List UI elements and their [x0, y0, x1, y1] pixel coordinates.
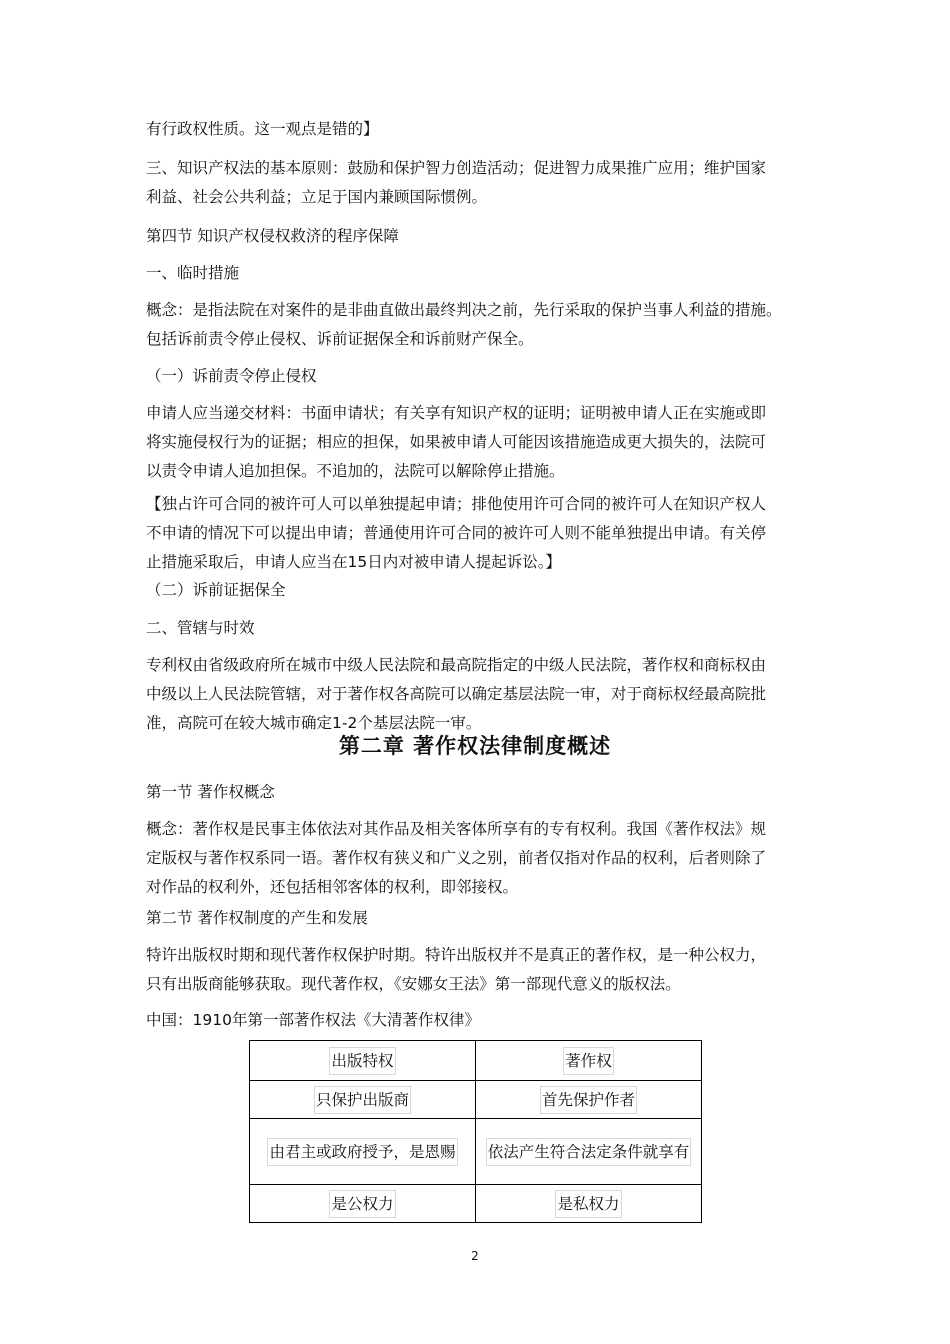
table-row [250, 1119, 702, 1185]
paragraph-china: 中国：1910年第一部著作权法《大清著作权律》 [146, 1011, 480, 1029]
table-row [250, 1081, 702, 1119]
paragraph-1: 三、知识产权法的基本原则：鼓励和保护智力创造活动；促进智力成果推广应用；维护国家 利益、社会公共利益；立足于国内兼顾国际惯例。 [146, 159, 767, 206]
table-cell: 是私权力 [476, 1185, 702, 1223]
table-cell: 依法产生符合法定条件就享有 [476, 1119, 702, 1185]
subheading-pre-suit-injunction: （一）诉前责令停止侵权 [146, 367, 317, 385]
section-heading-4: 第四节 知识产权侵权救济的程序保障 [146, 227, 399, 245]
subheading-evidence-preservation: （二）诉前证据保全 [146, 581, 286, 599]
table-cell: 只保护出版商 [250, 1081, 476, 1119]
table-cell: 首先保护作者 [476, 1081, 702, 1119]
comparison-table [249, 1040, 702, 1223]
table-cell: 出版特权 [250, 1041, 476, 1081]
paragraph-copyright-concept: 概念：著作权是民事主体依法对其作品及相关客体所享有的专有权利。我国《著作权法》规 定版权与著作权系同一语。著作权有狭义和广义之别，前者仅指对作品的权利，后者则除了 对作品的权利外，还包括相邻客体的权利，即邻接权。 [146, 820, 767, 896]
table-row [250, 1041, 702, 1081]
paragraph-history: 特许出版权时期和现代著作权保护时期。特许出版权并不是真正的著作权，是一种公权力， 只有出版商能够获取。现代著作权，《安娜女王法》第一部现代意义的版权法。 [146, 946, 767, 993]
table-cell: 是公权力 [250, 1185, 476, 1223]
section-heading-history: 第二节 著作权制度的产生和发展 [146, 909, 368, 927]
page-number: 2 [471, 1249, 479, 1263]
chapter-title: 第二章 著作权法律制度概述 [338, 734, 612, 758]
subheading-temporary-measures: 一、临时措施 [146, 264, 240, 282]
paragraph-applicant-materials: 申请人应当递交材料：书面申请状；有关享有知识产权的证明；证明被申请人正在实施或即 将实施侵权行为的证据；相应的担保，如果被申请人可能因该措施造成更大损失的，法院可 以责令申请人追加担保。不追加的，法院可以解除停止措施。 [146, 404, 767, 480]
subheading-jurisdiction: 二、管辖与时效 [146, 619, 255, 637]
table-cell: 著作权 [476, 1041, 702, 1081]
paragraph-jurisdiction: 专利权由省级政府所在城市中级人民法院和最高院指定的中级人民法院，著作权和商标权由 中级以上人民法院管辖，对于著作权各高院可以确定基层法院一审，对于商标权经最高院批 准，高院可在较大城市确定1-2个基层法院一审。 [146, 656, 767, 732]
paragraph-concept: 概念：是指法院在对案件的是非曲直做出最终判决之前，先行采取的保护当事人利益的措施。 包括诉前责令停止侵权、诉前证据保全和诉前财产保全。 [146, 301, 782, 348]
paragraph-licensee-note: 【独占许可合同的被许可人可以单独提起申请；排他使用许可合同的被许可人在知识产权人 不申请的情况下可以提出申请；普通使用许可合同的被许可人则不能单独提出申请。有关停 止措施采取后，申请人应当在15日内对被申请人提起诉讼。】 [146, 495, 767, 571]
paragraph-0: 有行政权性质。这一观点是错的】 [146, 120, 379, 138]
table-cell: 由君主或政府授予，是恩赐 [250, 1119, 476, 1185]
section-heading-copyright-concept: 第一节 著作权概念 [146, 783, 275, 801]
table-row [250, 1185, 702, 1223]
